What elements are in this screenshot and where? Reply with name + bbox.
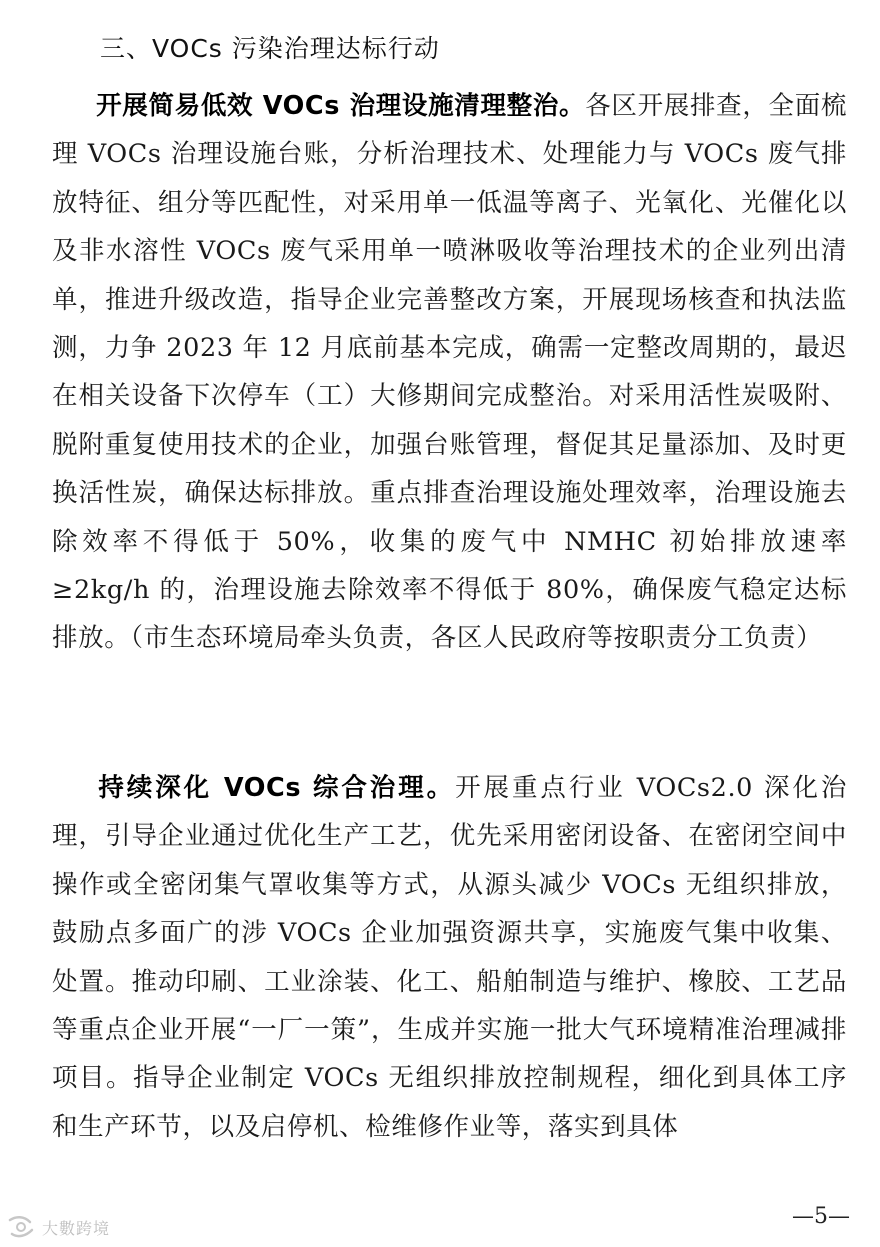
paragraph-2-lead: 持续深化 VOCs 综合治理。 xyxy=(96,773,456,803)
page-number: —5— xyxy=(792,1204,850,1229)
paragraph-1-lead: 开展简易低效 VOCs 治理设施清理整治。 xyxy=(96,91,586,121)
paragraph-2-body: 开展重点行业 VOCs2.0 深化治理，引导企业通过优化生产工艺，优先采用密闭设备、在密闭空间中操作或全密闭集气罩收集等方式，从源头减少 VOCs 无组织排放，鼓励点多面广的涉 VOCs 企业加强资源共享，实施废气集中收集、处置。推动印刷、工业涂装、化工、船舶制造与维护、橡胶、工艺品等重点企业开展“一厂一策”，生成并实施一批大气环境精准治理减排项目。指导企业制定 VOCs 无组织排放控制规程，细化到具体工序和生产环节，以及启停机、检维修作业等，落实到具体 xyxy=(52,773,847,1142)
section-heading: 三、VOCs 污染治理达标行动 xyxy=(100,34,440,63)
paragraph-2 xyxy=(52,764,847,1151)
paragraph-1-body: 各区开展排查，全面梳理 VOCs 治理设施台账，分析治理技术、处理能力与 VOCs 废气排放特征、组分等匹配性，对采用单一低温等离子、光氧化、光催化以及非水溶性 VOCs 废气采用单一喷淋吸收等治理技术的企业列出清单，推进升级改造，指导企业完善整改方案，开展现场核查和执法监测，力争 2023 年 12 月底前基本完成，确需一定整改周期的，最迟在相关设备下次停车（工）大修期间完成整治。对采用活性炭吸附、脱附重复使用技术的企业，加强台账管理，督促其足量添加、及时更换活性炭，确保达标排放。重点排查治理设施处理效率，治理设施去除效率不得低于 50%，收集的废气中 NMHC 初始排放速率≥2kg/h 的，治理设施去除效率不得低于 80%，确保废气稳定达标排放。（市生态环境局牵头负责，各区人民政府等按职责分工负责） xyxy=(52,91,847,654)
paragraph-1 xyxy=(52,82,847,663)
watermark xyxy=(6,1212,110,1242)
watermark-logo-icon xyxy=(6,1214,36,1240)
watermark-text: 大數跨境 xyxy=(42,1218,111,1238)
